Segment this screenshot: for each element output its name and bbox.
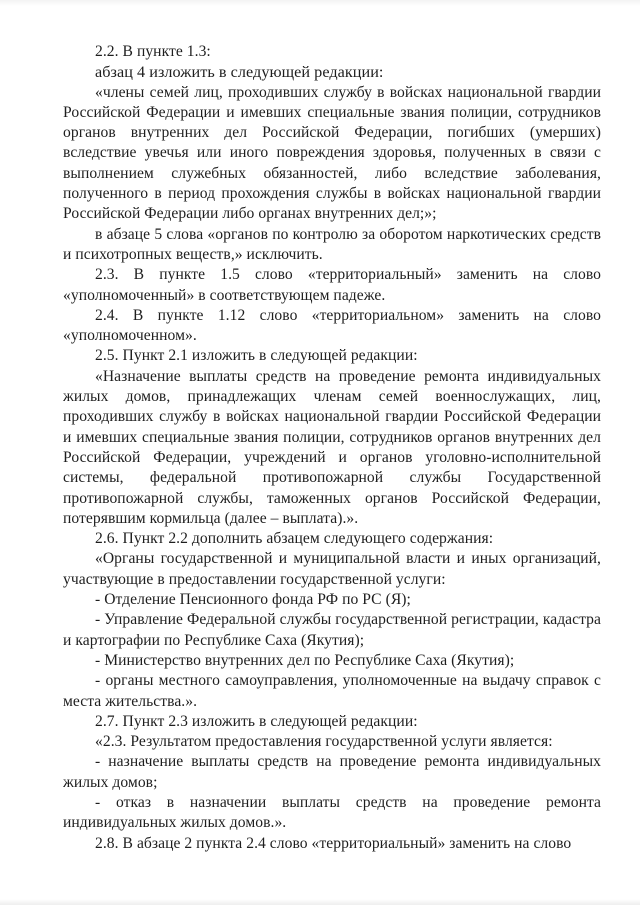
clause-2-6-item-interior-ministry: - Министерство внутренних дел по Республике Саха (Якутия); xyxy=(95,651,515,669)
clause-2-7-heading: 2.7. Пункт 2.3 изложить в следующей редакции: xyxy=(95,712,418,730)
clause-2-2-heading: 2.2. В пункте 1.3: xyxy=(95,43,211,60)
clause-2-5-new-text: «Назначение выплаты средств на проведение ремонта индивидуальных жилых домов, принадлежащих членам семей военнослужащих, лиц, проходивших службу в войсках национальной гвардии Российской Федерации и имевших специальные звания полиции, сотрудников органов внутренних дел Российской Федерации, учреждений и органов уголовно-исполнительной системы, федеральной противопожарной службы Государственной противопожарной службы, таможенных органов Российской Федерации, потерявшим кормильца (далее – выплата).». xyxy=(63,367,601,527)
clause-2-8: 2.8. В абзаце 2 пункта 2.4 слово «территориальный» заменить на слово xyxy=(95,834,572,852)
clause-2-2-paragraph-4-instruction: абзац 4 изложить в следующей редакции: xyxy=(95,63,384,82)
scan-bottom-edge xyxy=(0,899,640,905)
clause-2-6-item-rosreestr: - Управление Федеральной службы государственной регистрации, кадастра и картографии по Республике Саха (Якутия); xyxy=(63,611,601,649)
clause-2-5-heading: 2.5. Пункт 2.1 изложить в следующей редакции: xyxy=(95,347,418,365)
clause-2-6-item-local-government: - органы местного самоуправления, уполномоченные на выдачу справок с места жительства.». xyxy=(63,672,601,710)
clause-2-7-result-grant: - назначение выплаты средств на проведение ремонта индивидуальных жилых домов; xyxy=(63,753,601,791)
clause-2-6-intro: «Органы государственной и муниципальной власти и иных организаций, участвующие в предоставлении государственной услуги: xyxy=(63,550,601,588)
clause-2-2-paragraph-5-instruction: в абзаце 5 слова «органов по контролю за оборотом наркотических средств и психотропных веществ,» исключить. xyxy=(63,225,601,263)
clause-2-6-item-pension-fund: - Отделение Пенсионного фонда РФ по РС (Я); xyxy=(95,591,411,609)
scan-top-edge xyxy=(0,0,640,6)
clause-2-4: 2.4. В пункте 1.12 слово «территориальном» заменить на слово «уполномоченном». xyxy=(63,306,601,345)
clause-2-6-heading: 2.6. Пункт 2.2 дополнить абзацем следующего содержания: xyxy=(95,530,494,548)
document-body xyxy=(63,42,601,892)
clause-2-7-result-refusal: - отказ в назначении выплаты средств на проведение ремонта индивидуальных жилых домов.». xyxy=(63,793,601,832)
clause-2-2-new-text: «члены семей лиц, проходивших службу в войсках национальной гвардии Российской Федерации и имевших специальные звания полиции, сотрудников органов внутренних дел Российской Федерации, погибших (умерших) вследствие увечья или иного повреждения здоровья, полученных в связи с выполнением служебных обязанностей, либо вследствие заболевания, полученного в период прохождения службы в войсках национальной гвардии Российской Федерации либо органах внутренних дел;»; xyxy=(63,83,601,223)
clause-2-7-result-intro: «2.3. Результатом предоставления государственной услуги является: xyxy=(95,733,553,751)
clause-2-3: 2.3. В пункте 1.5 слово «территориальный» заменить на слово «уполномоченный» в соответствующем падеже. xyxy=(63,266,601,304)
